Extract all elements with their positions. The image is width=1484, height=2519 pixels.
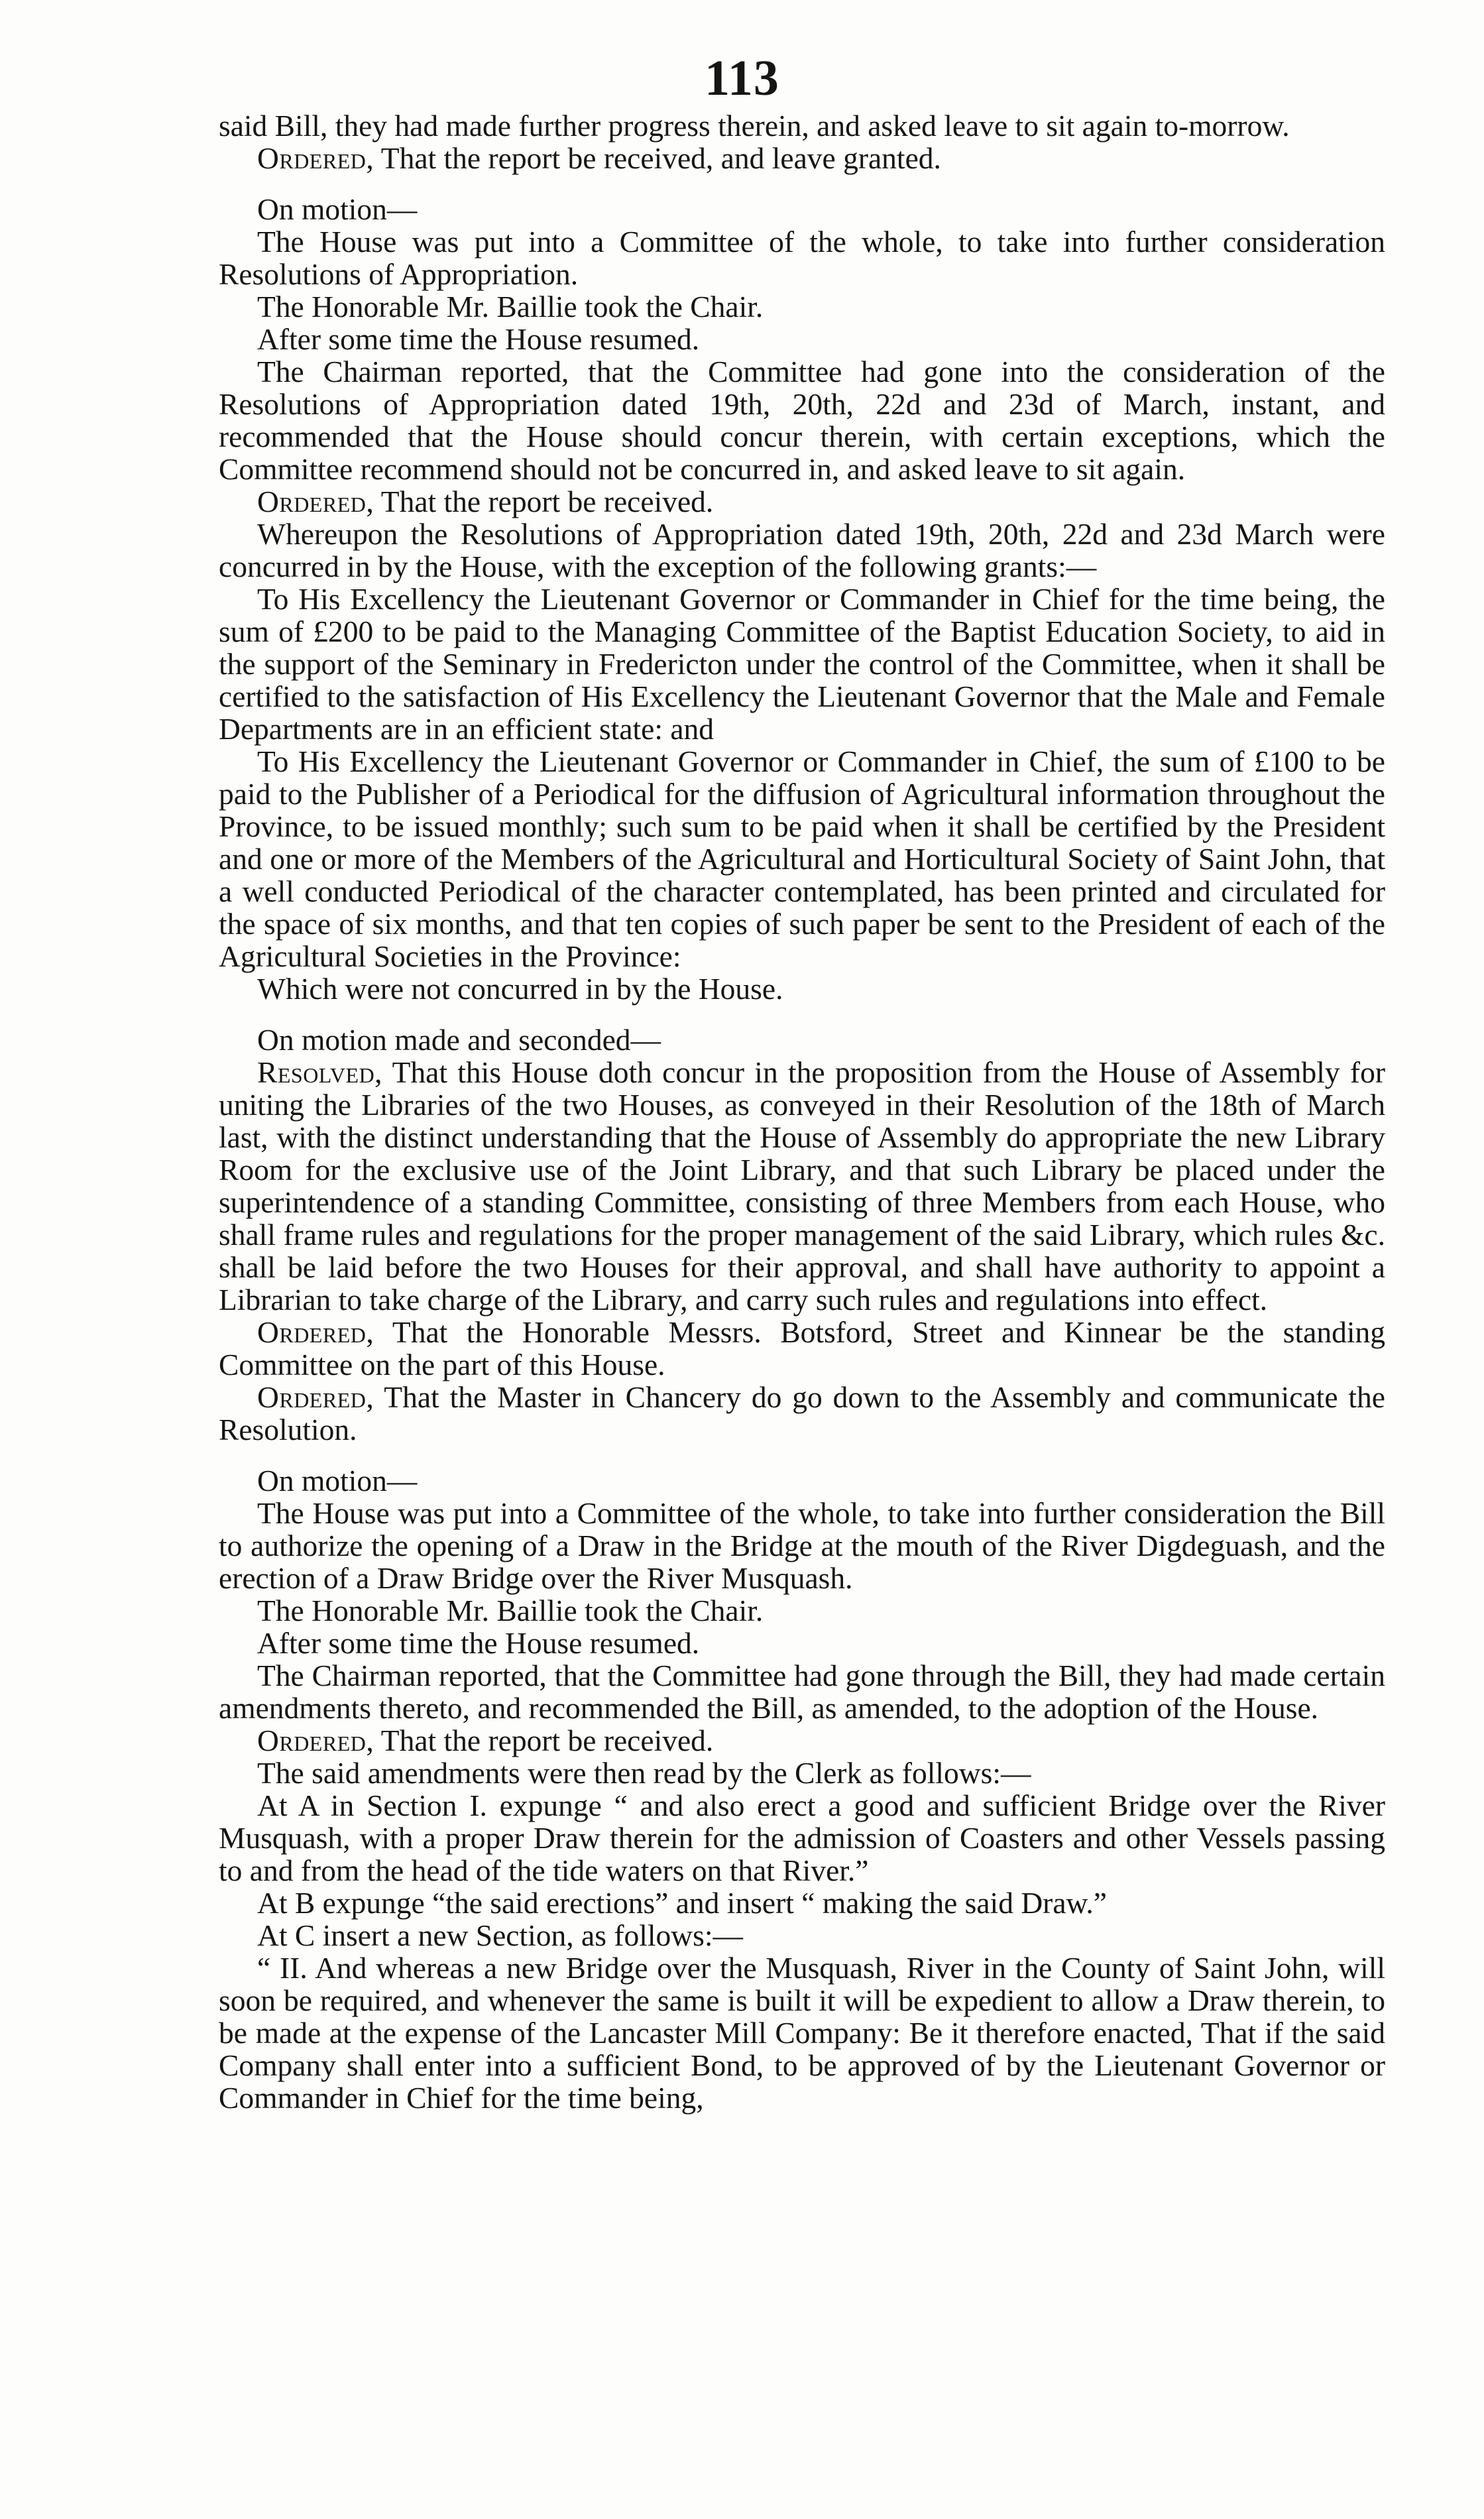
paragraph	[219, 583, 1385, 745]
paragraph-lead: Ordered,	[257, 1380, 374, 1414]
paragraph-text: The Honorable Mr. Baillie took the Chair.	[257, 290, 764, 323]
paragraph	[219, 1952, 1385, 2114]
paragraph-text: That the Honorable Messrs. Botsford, Street and Kinnear be the standing Committee on the part of this House.	[219, 1315, 1385, 1381]
paragraph	[219, 1024, 1385, 1056]
paragraph-text: To His Excellency the Lieutenant Governor or Commander in Chief for the time being, the sum of £200 to be paid to the Managing Committee of the Baptist Education Society, to aid in the support of the Seminary in Fredericton under the control of the Committee, when it shall be certified to the satisfaction of His Excellency the Lieutenant Governor that the Male and Female Departments are in an efficient state: and	[219, 582, 1385, 746]
paragraph-text: That the report be received, and leave granted.	[374, 141, 941, 175]
paragraph-text: On motion—	[257, 1464, 418, 1497]
paragraph-text: That the report be received.	[374, 485, 714, 518]
paragraph	[219, 109, 1385, 142]
paragraph-text: After some time the House resumed.	[257, 322, 700, 356]
paragraph-text: On motion—	[257, 192, 418, 226]
paragraph-text: The Honorable Mr. Baillie took the Chair.	[257, 1594, 764, 1627]
paragraph	[219, 1627, 1385, 1659]
paragraph	[219, 1497, 1385, 1594]
paragraph	[219, 1381, 1385, 1446]
paragraph	[219, 142, 1385, 174]
paragraph	[219, 1789, 1385, 1887]
paragraph-text: Whereupon the Resolutions of Appropriation dated 19th, 20th, 22d and 23d March were concurred in by the House, with the exception of the following grants:—	[219, 517, 1385, 583]
paragraph-text: “ II. And whereas a new Bridge over the Musquash, River in the County of Saint John, will soon be required, and whenever the same is built it will be expedient to allow a Draw therein, to be made at the expense of the Lancaster Mill Company: Be it therefore enacted, That if the said Company shall enter into a sufficient Bond, to be approved of by the Lieutenant Governor or Commander in Chief for the time being,	[219, 1951, 1385, 2115]
paragraph	[219, 1464, 1385, 1497]
paragraph-text: After some time the House resumed.	[257, 1626, 700, 1660]
paragraph-lead: Ordered,	[257, 141, 374, 175]
paragraph	[219, 972, 1385, 1005]
paragraph	[219, 1659, 1385, 1724]
paragraph-text: At C insert a new Section, as follows:—	[257, 1918, 743, 1952]
paragraph-text: That this House doth concur in the proposition from the House of Assembly for uniting the Libraries of the two Houses, as conveyed in their Resolution of the 18th of March last, with the distinct understanding that the House of Assembly do appropriate the new Library Room for the exclusive use of the Joint Library, and that such Library be placed under the superintendence of a standing Committee, consisting of three Members from each House, who shall frame rules and regulations for the proper management of the said Library, which rules &c. shall be laid before the two Houses for their approval, and shall have authority to appoint a Librarian to take charge of the Library, and carry such rules and regulations into effect.	[219, 1055, 1385, 1317]
paragraph-lead: Ordered,	[257, 1315, 374, 1349]
paragraph	[219, 518, 1385, 583]
paragraph-lead: Resolved,	[257, 1055, 383, 1089]
paragraph-lead: Ordered,	[257, 1724, 374, 1757]
page-number: 113	[705, 50, 779, 106]
paragraph	[219, 323, 1385, 355]
paragraph-text: The House was put into a Committee of the whole, to take into further consideration the Bill to authorize the opening of a Draw in the Bridge at the mouth of the River Digdeguash, and the erection of a Draw Bridge over the River Musquash.	[219, 1496, 1385, 1595]
paragraph-text: The Chairman reported, that the Committee had gone into the consideration of the Resolutions of Appropriation dated 19th, 20th, 22d and 23d of March, instant, and recommended that the House should concur therein, with certain exceptions, which the Committee recommend should not be concurred in, and asked leave to sit again.	[219, 355, 1385, 486]
journal-text	[219, 109, 1385, 2114]
paragraph	[219, 1316, 1385, 1381]
paragraph-text: That the report be received.	[374, 1724, 714, 1757]
paragraph	[219, 193, 1385, 225]
paragraph-text: At B expunge “the said erections” and insert “ making the said Draw.”	[257, 1886, 1107, 1920]
paragraph-text: Which were not concurred in by the House.	[257, 972, 783, 1006]
paragraph	[219, 1887, 1385, 1919]
paragraph	[219, 1594, 1385, 1627]
paragraph-text: The House was put into a Committee of the whole, to take into further consideration Resolutions of Appropriation.	[219, 225, 1385, 291]
paragraph-text: At A in Section I. expunge “ and also erect a good and sufficient Bridge over the River Musquash, with a proper Draw therein for the admission of Coasters and other Vessels passing to and from the head of the tide waters on that River.”	[219, 1788, 1385, 1887]
paragraph	[219, 1724, 1385, 1757]
paragraph-text: The Chairman reported, that the Committee had gone through the Bill, they had made certain amendments thereto, and recommended the Bill, as amended, to the adoption of the House.	[219, 1659, 1385, 1725]
paragraph	[219, 745, 1385, 972]
paragraph	[219, 1919, 1385, 1952]
paragraph-text: To His Excellency the Lieutenant Governor or Commander in Chief, the sum of £100 to be paid to the Publisher of a Periodical for the diffusion of Agricultural information throughout the Province, to be issued monthly; such sum to be paid when it shall be certified by the President and one or more of the Members of the Agricultural and Horticultural Society of Saint John, that a well conducted Periodical of the character contemplated, has been printed and circulated for the space of six months, and that ten copies of such paper be sent to the President of each of the Agricultural Societies in the Province:	[219, 744, 1385, 973]
paragraph-text: On motion made and seconded—	[257, 1023, 661, 1057]
paragraph	[219, 290, 1385, 323]
paragraph-text: said Bill, they had made further progress therein, and asked leave to sit again to-morrow.	[219, 109, 1290, 143]
paragraph	[219, 225, 1385, 290]
paragraph	[219, 355, 1385, 485]
paragraph-lead: Ordered,	[257, 485, 374, 518]
paragraph	[219, 485, 1385, 518]
paragraph	[219, 1757, 1385, 1789]
paragraph-text: That the Master in Chancery do go down to the Assembly and communicate the Resolution.	[219, 1380, 1385, 1446]
paragraph	[219, 1056, 1385, 1316]
paragraph-text: The said amendments were then read by the Clerk as follows:—	[257, 1756, 1031, 1790]
